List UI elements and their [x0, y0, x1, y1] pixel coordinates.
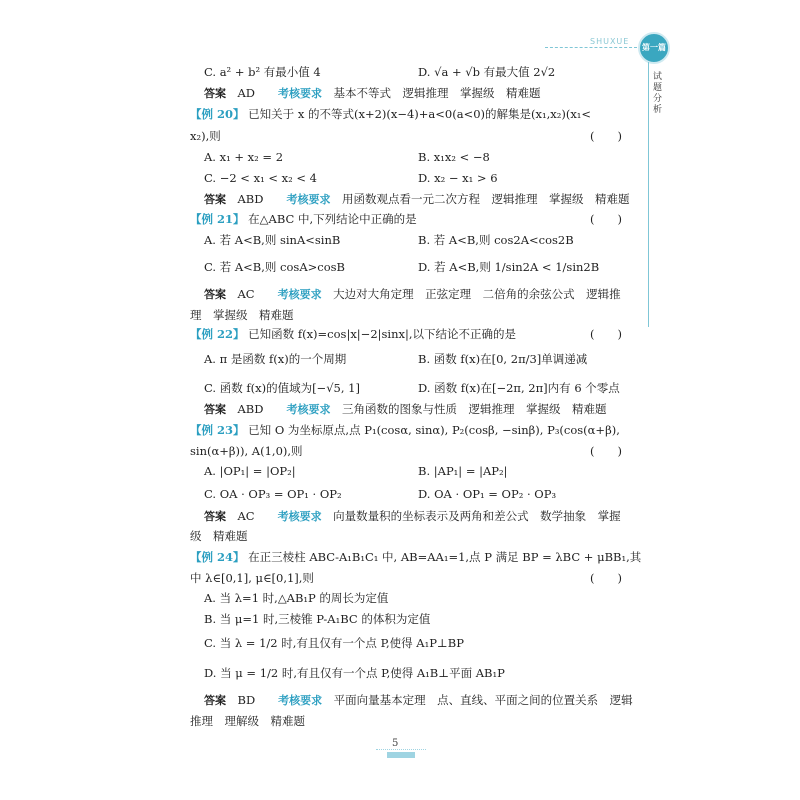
- answer-label: 答案: [204, 87, 226, 100]
- requirement-label: 考核要求: [277, 288, 322, 301]
- section-badge: 第一篇: [638, 32, 670, 64]
- text-line: B. 函数 f(x)在[0, 2π/3]单调递减: [418, 352, 588, 366]
- text-line: x₂),则: [190, 129, 221, 143]
- text-line: A. 若 A<B,则 sinA<sinB: [204, 233, 341, 247]
- requirement-label: 考核要求: [286, 193, 331, 206]
- requirement-detail: 大边对大角定理 正弦定理 二倍角的余弦公式 逻辑推: [333, 287, 621, 301]
- text-line: 中 λ∈[0,1], μ∈[0,1],则: [190, 571, 314, 585]
- side-label: 试题分析: [653, 72, 663, 115]
- answer-value: AC: [237, 509, 255, 523]
- text-line: B. 当 μ=1 时,三棱锥 P-A₁BC 的体积为定值: [204, 612, 431, 626]
- answer-line: [204, 86, 541, 101]
- text-line: ( ): [590, 571, 622, 585]
- answer-value: ABD: [237, 192, 264, 206]
- requirement-detail: 平面向量基本定理 点、直线、平面之间的位置关系 逻辑: [333, 693, 633, 707]
- text-line: A. 当 λ=1 时,△AB₁P 的周长为定值: [204, 591, 389, 605]
- example-text: 已知函数 f(x)=cos|x|−2|sinx|,以下结论不正确的是: [248, 327, 517, 341]
- page-number-rule: [376, 749, 426, 750]
- header-dashed-line: [545, 47, 637, 48]
- answer-line: [204, 693, 633, 708]
- page-number-bar: [387, 752, 415, 758]
- text-line: D. √a + √b 有最大值 2√2: [418, 65, 556, 79]
- example-number: 【例 20】: [190, 107, 245, 121]
- requirement-detail: 用函数观点看一元二次方程 逻辑推理 掌握级 精难题: [341, 192, 630, 206]
- requirement-label: 考核要求: [278, 694, 323, 707]
- text-line: C. 函数 f(x)的值域为[−√5, 1]: [204, 381, 360, 395]
- text-line: B. 若 A<B,则 cos2A<cos2B: [418, 233, 574, 247]
- text-line: sin(α+β)), A(1,0),则: [190, 444, 303, 458]
- text-line: D. 当 μ = 1/2 时,有且仅有一个点 P,使得 A₁B⊥平面 AB₁P: [204, 666, 505, 680]
- text-line: D. OA · OP₁ = OP₂ · OP₃: [418, 487, 557, 501]
- requirement-detail: 三角函数的图象与性质 逻辑推理 掌握级 精难题: [341, 402, 607, 416]
- text-line: ( ): [590, 444, 622, 458]
- text-line: C. 若 A<B,则 cosA>cosB: [204, 260, 345, 274]
- example-heading: [190, 327, 516, 341]
- answer-label: 答案: [204, 288, 226, 301]
- text-line: A. x₁ + x₂ = 2: [204, 150, 284, 164]
- text-line: C. OA · OP₃ = OP₁ · OP₂: [204, 487, 342, 501]
- requirement-label: 考核要求: [278, 87, 323, 100]
- example-number: 【例 23】: [190, 423, 245, 437]
- answer-value: AD: [237, 86, 256, 100]
- requirement-label: 考核要求: [286, 403, 331, 416]
- example-number: 【例 22】: [190, 327, 245, 341]
- text-line: 级 精难题: [190, 529, 248, 543]
- example-heading: [190, 212, 417, 226]
- header-subject-word: SHUXUE: [590, 37, 630, 46]
- requirement-detail: 基本不等式 逻辑推理 掌握级 精难题: [333, 86, 541, 100]
- text-line: D. 若 A<B,则 1/sin2A < 1/sin2B: [418, 260, 600, 274]
- example-text: 在正三棱柱 ABC-A₁B₁C₁ 中, AB=AA₁=1,点 P 满足 BP = λBC + μBB₁,其: [248, 550, 642, 564]
- example-text: 已知关于 x 的不等式(x+2)(x−4)+a<0(a<0)的解集是(x₁,x₂)(x₁<: [248, 107, 592, 121]
- answer-line: [204, 192, 629, 207]
- answer-line: [204, 402, 606, 417]
- answer-label: 答案: [204, 193, 226, 206]
- page-number: 5: [392, 738, 399, 749]
- text-line: ( ): [590, 129, 622, 143]
- text-line: 推理 理解级 精难题: [190, 714, 305, 728]
- text-line: A. |OP₁| = |OP₂|: [204, 464, 296, 478]
- answer-line: [204, 509, 621, 524]
- example-heading: [190, 423, 620, 437]
- text-line: ( ): [590, 212, 622, 226]
- text-line: D. 函数 f(x)在[−2π, 2π]内有 6 个零点: [418, 381, 620, 395]
- answer-value: ABD: [237, 402, 264, 416]
- requirement-detail: 向量数量积的坐标表示及两角和差公式 数学抽象 掌握: [333, 509, 621, 523]
- text-line: D. x₂ − x₁ > 6: [418, 171, 498, 185]
- example-heading: [190, 550, 641, 564]
- text-line: B. |AP₁| = |AP₂|: [418, 464, 508, 478]
- answer-value: BD: [237, 693, 256, 707]
- example-text: 在△ABC 中,下列结论中正确的是: [248, 212, 417, 226]
- answer-label: 答案: [204, 694, 226, 707]
- requirement-label: 考核要求: [277, 510, 322, 523]
- answer-value: AC: [237, 287, 255, 301]
- answer-label: 答案: [204, 403, 226, 416]
- answer-label: 答案: [204, 510, 226, 523]
- text-line: ( ): [590, 327, 622, 341]
- text-line: 理 掌握级 精难题: [190, 308, 294, 322]
- example-text: 已知 O 为坐标原点,点 P₁(cosα, sinα), P₂(cosβ, −sinβ), P₃(cos(α+β),: [248, 423, 620, 437]
- answer-line: [204, 287, 621, 302]
- example-number: 【例 24】: [190, 550, 245, 564]
- example-heading: [190, 107, 591, 121]
- text-line: C. a² + b² 有最小值 4: [204, 65, 321, 79]
- example-number: 【例 21】: [190, 212, 245, 226]
- text-line: A. π 是函数 f(x)的一个周期: [204, 352, 347, 366]
- text-line: C. −2 < x₁ < x₂ < 4: [204, 171, 318, 185]
- text-line: C. 当 λ = 1/2 时,有且仅有一个点 P,使得 A₁P⊥BP: [204, 636, 464, 650]
- text-line: B. x₁x₂ < −8: [418, 150, 490, 164]
